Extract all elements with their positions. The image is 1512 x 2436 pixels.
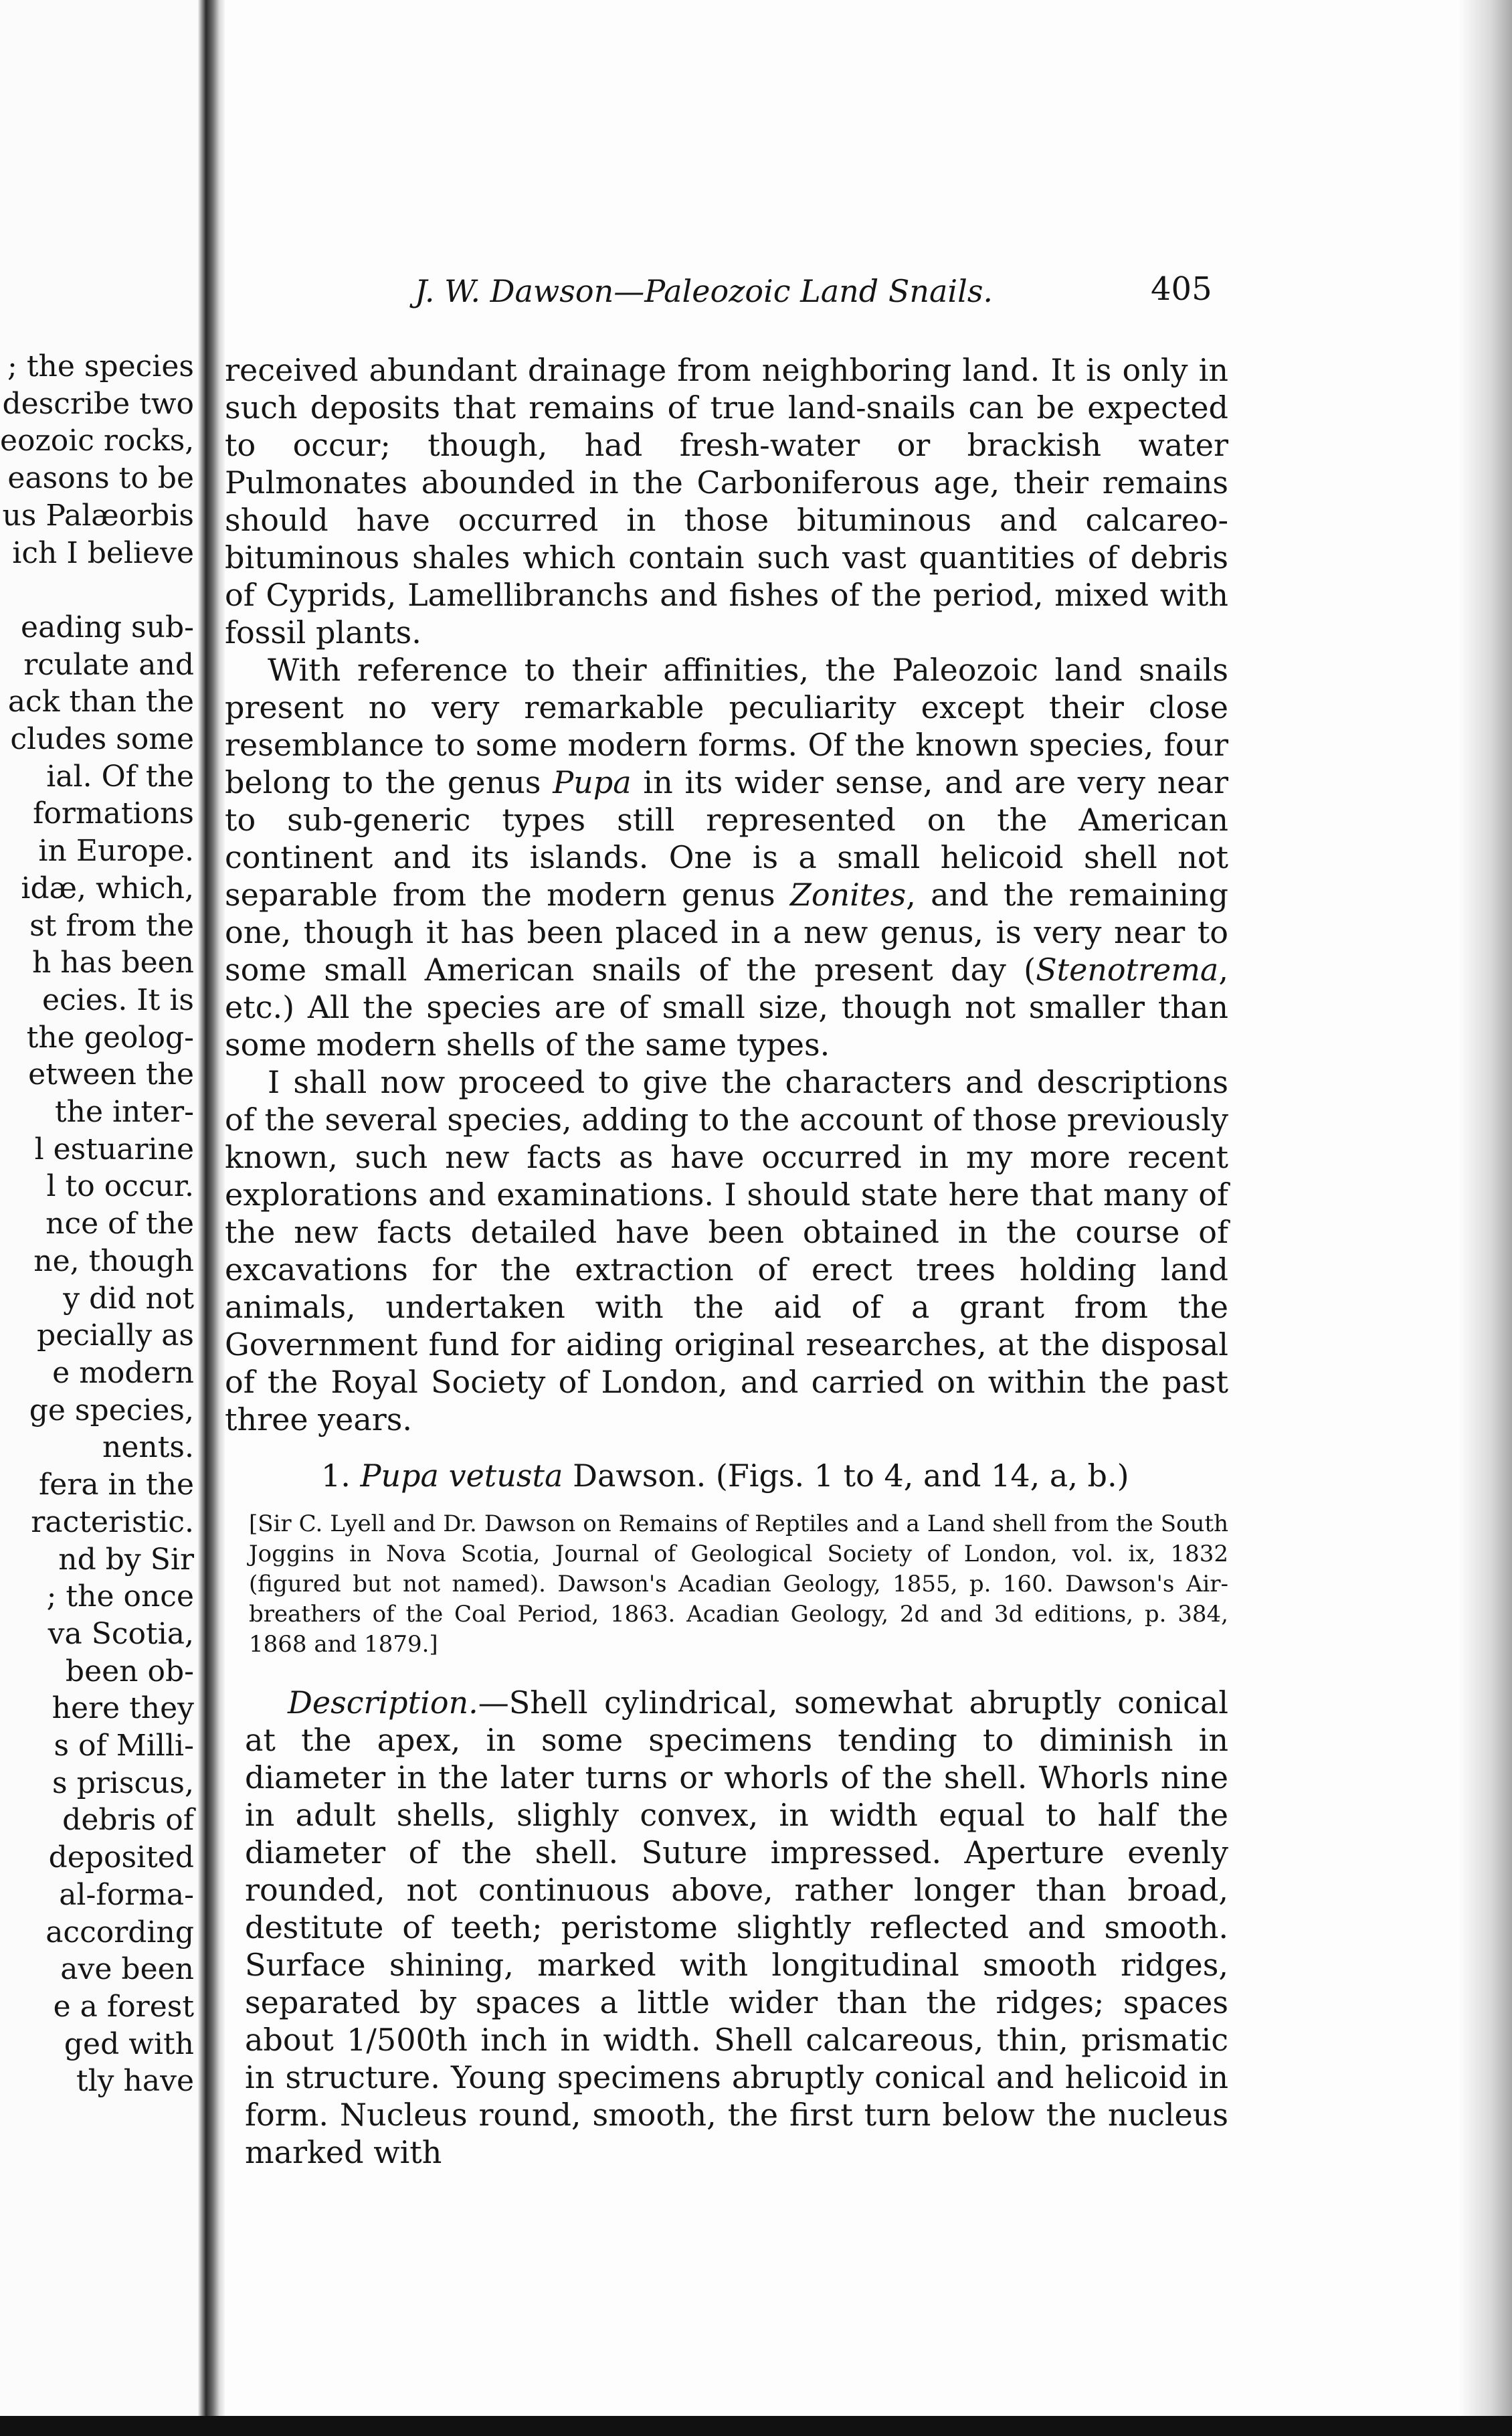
paragraph-descriptions: I shall now proceed to give the characters and descriptions of the several species, adding to the account of those previously known, such new facts as have occurred in my more recent explorations and examinations. I should state here that many of the new facts detailed have been obtained in the course of excavations for the extraction of erect trees holding land animals, undertaken with the aid of a grant from the Government fund for aiding original researches, at the disposal of the Royal Society of London, and carried on within the past three years. (225, 1064, 1228, 1438)
previous-page-fragment (0, 0, 201, 2416)
species-name: Pupa vetusta (360, 1458, 563, 1494)
species-author: Dawson. (573, 1458, 706, 1494)
previous-page-line: h has been (31, 946, 194, 980)
previous-page-line: ave been (60, 1952, 194, 1987)
previous-page-line: ich I believe (12, 535, 194, 570)
paragraph-description (225, 1684, 1228, 2171)
previous-page-line: y did not (63, 1281, 194, 1316)
text-span: , etc.) All the species are of small size, though not smaller than some modern shells of the same types. (225, 952, 1228, 1063)
previous-page-line: rculate and (23, 647, 194, 682)
previous-page-line: debris of (62, 1803, 194, 1838)
previous-page-line: fera in the (38, 1468, 194, 1502)
previous-page-line: been ob- (65, 1654, 194, 1688)
text-span: —Shell cylindrical, somewhat abruptly conical at the apex, in some specimens tending to diminish in diameter in the later turns or whorls of the shell. Whorls nine in adult shells, slighly convex, in width equal to half the diameter of the shell. Suture impressed. Aperture evenly rounded, not continuous above, rather longer than broad, destitute of teeth; peristome slightly reflected and smooth. Surface shining, marked with longitudinal smooth ridges, separated by spaces a little wider than the ridges; spaces about (245, 1684, 1228, 2058)
previous-page-line: formations (33, 796, 194, 831)
genus-zonites: Zonites (789, 877, 907, 913)
previous-page-line: l to occur. (46, 1169, 194, 1204)
previous-page-line: ge species, (29, 1393, 194, 1427)
scan-border (0, 2416, 1512, 2436)
text-span: th inch in width. Shell calcareous, thin, prismatic in structure. Young specimens abruptly conical and helicoid in form. Nucleus round, smooth, the first turn below the nucleus marked with (245, 2022, 1228, 2170)
fraction: 1/500 (347, 2022, 436, 2058)
previous-page-line: ged with (64, 2026, 194, 2061)
previous-page-line: the inter- (54, 1095, 194, 1130)
page-number: 405 (1151, 270, 1212, 308)
previous-page-line: here they (52, 1691, 194, 1726)
text-span: With reference to their affinities, the Paleozoic land snails present no very remarkable peculiarity except their close resemblance to some modern forms. Of the known species, four belong to the genus (225, 652, 1228, 800)
previous-page-line: s priscus, (52, 1765, 194, 1800)
previous-page-text (0, 348, 194, 2100)
previous-page-line: the geolog- (26, 1020, 194, 1055)
previous-page-line: eading sub- (21, 610, 194, 644)
bibliographic-reference: [Sir C. Lyell and Dr. Dawson on Remains of Reptiles and a Land shell from the South Joggins in Nova Scotia, Journal of Geological Society of London, vol. ix, 1832 (figured but not named). Dawson's Acadian Geology, 1855, p. 160. Dawson's Air-breathers of the Coal Period, 1863. Acadian Geology, 2d and 3d editions, p. 384, 1868 and 1879.] (249, 1510, 1228, 1658)
previous-page-line: nents. (102, 1430, 194, 1465)
previous-page-line (0, 572, 194, 609)
running-head: J. W. Dawson—Paleozoic Land Snails. (415, 273, 994, 309)
previous-page-line: l estuarine (34, 1132, 194, 1166)
previous-page-line: ack than the (7, 685, 194, 719)
previous-page-line: racteristic. (31, 1504, 194, 1539)
previous-page-line: pecially as (37, 1318, 194, 1353)
species-figures: (Figs. 1 to 4, and 14, a, b.) (715, 1458, 1129, 1494)
previous-page-line: al-forma- (59, 1877, 194, 1912)
previous-page-line: nce of the (45, 1207, 194, 1241)
previous-page-line: eozoic rocks, (0, 424, 195, 458)
previous-page-line: va Scotia, (48, 1616, 194, 1651)
previous-page-line: e a forest (53, 1989, 194, 2024)
previous-page-line: ecies. It is (41, 982, 194, 1017)
previous-page-line: idæ, which, (21, 871, 194, 905)
previous-page-line: deposited (48, 1840, 194, 1875)
article-body (225, 351, 1228, 2171)
previous-page-line: in Europe. (38, 834, 194, 869)
text-span: in its wider sense, and are very near to sub-generic types still represented on the American continent and its islands. One is a small helicoid shell not separable from the modern genus (225, 764, 1228, 913)
species-heading (225, 1457, 1228, 1494)
description-label: Description. (288, 1684, 478, 1721)
previous-page-line: etween the (28, 1057, 194, 1092)
previous-page-line: st from the (29, 908, 194, 943)
previous-page-line: tly have (76, 2064, 194, 2099)
previous-page-line: cludes some (10, 722, 194, 757)
genus-stenotrema: Stenotrema (1036, 952, 1219, 988)
genus-pupa: Pupa (553, 764, 632, 800)
previous-page-line: according (45, 1915, 194, 1949)
previous-page-line: describe two (2, 386, 194, 421)
page-edge-shadow (1458, 0, 1512, 2416)
text-span: , and the remaining one, though it has been placed in a new genus, is very near to some small American snails of the present day ( (225, 877, 1228, 988)
previous-page-line: s of Milli- (54, 1729, 194, 1763)
previous-page-line: e modern (52, 1355, 194, 1390)
previous-page-line: ; the species (7, 349, 194, 383)
previous-page-line: easons to be (7, 461, 194, 496)
paragraph-affinities (225, 651, 1228, 1063)
book-gutter (198, 0, 225, 2416)
previous-page-line: ne, though (33, 1243, 194, 1278)
paragraph-drainage: received abundant drainage from neighboring land. It is only in such deposits that remains of true land-snails can be expected to occur; though, had fresh-water or brackish water Pulmonates abounded in the Carboniferous age, their remains should have occurred in those bituminous and calcareo-bituminous shales which contain such vast quantities of debris of Cyprids, Lamellibranchs and fishes of the period, mixed with fossil plants. (225, 352, 1228, 650)
previous-page-line: ial. Of the (46, 759, 194, 794)
previous-page-line: ; the once (46, 1579, 194, 1614)
previous-page-line: nd by Sir (58, 1542, 194, 1577)
species-number: 1. (321, 1458, 351, 1494)
previous-page-line: us Palæorbis (2, 498, 194, 533)
